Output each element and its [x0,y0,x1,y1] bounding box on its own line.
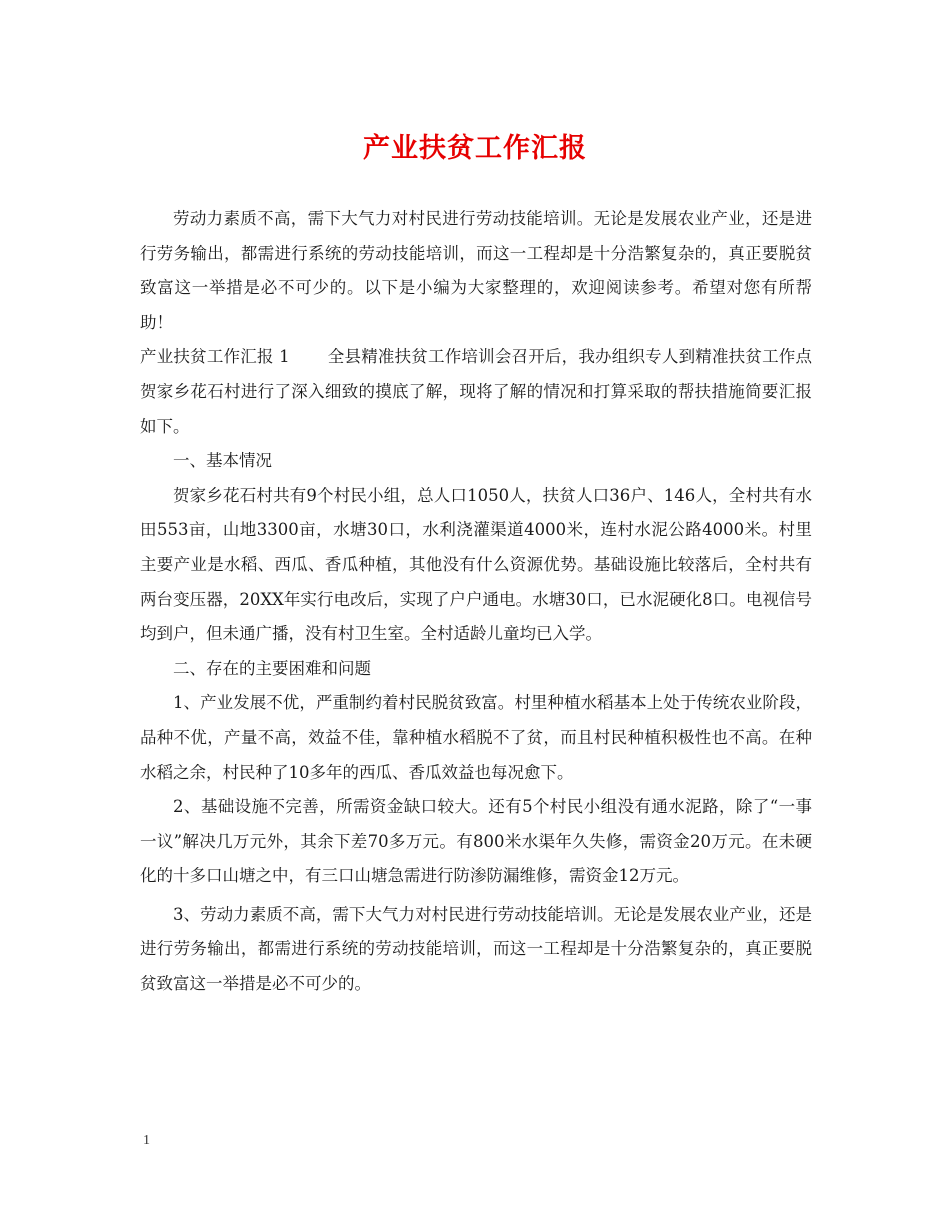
problem-1-paragraph: 1、产业发展不优，严重制约着村民脱贫致富。村里种植水稻基本上处于传统农业阶段，品种不优，产量不高，效益不佳，靠种植水稻脱不了贫，而且村民种植积极性也不高。在种水稻之余，村民种了10多年的西瓜、香瓜效益也每况愈下。 [140,693,812,782]
section-paragraph [140,340,812,444]
intro-paragraph: 劳动力素质不高，需下大气力对村民进行劳动技能培训。无论是发展农业产业，还是进行劳务输出，都需进行系统的劳动技能培训，而这一工程却是十分浩繁复杂的，真正要脱贫致富这一举措是必不可少的。以下是小编为大家整理的，欢迎阅读参考。希望对您有所帮助！ [140,209,812,332]
document-body [140,202,812,1002]
basic-info-paragraph: 贺家乡花石村共有9个村民小组，总人口1050人，扶贫人口36户、146人，全村共有水田553亩，山地3300亩，水塘30口，水利浇灌渠道4000米，连村水泥公路4000米。村里主要产业是水稻、西瓜、香瓜种植，其他没有什么资源优势。基础设施比较落后，全村共有两台变压器，20XX年实行电改后，实现了户户通电。水塘30口，已水泥硬化8口。电视信号均到户，但未通广播，没有村卫生室。全村适龄儿童均已入学。 [140,485,812,644]
section-intro-text: 全县精准扶贫工作培训会召开后，我办组织专人到精准扶贫工作点贺家乡花石村进行了深入细致的摸底了解，现将了解的情况和打算采取的帮扶措施简要汇报如下。 [140,347,812,436]
heading-basic-info: 一、基本情况 [173,451,272,471]
heading-problems: 二、存在的主要困难和问题 [173,658,371,678]
problem-3-paragraph: 3、劳动力素质不高，需下大气力对村民进行劳动技能培训。无论是发展农业产业，还是进行劳务输出，都需进行系统的劳动技能培训，而这一工程却是十分浩繁复杂的，真正要脱贫致富这一举措是必不可少的。 [140,904,812,994]
section-label: 产业扶贫工作汇报 1 [140,347,290,367]
document-title: 产业扶贫工作汇报 [363,133,587,164]
page-number: 1 [143,1133,150,1148]
problem-2-paragraph: 2、基础设施不完善，所需资金缺口较大。还有5个村民小组没有通水泥路，除了“一事一议”解决几万元外，其余下差70多万元。有800米水渠年久失修，需资金20万元。在未硬化的十多口山塘之中，有三口山塘急需进行防渗防漏维修，需资金12万元。 [140,797,812,886]
